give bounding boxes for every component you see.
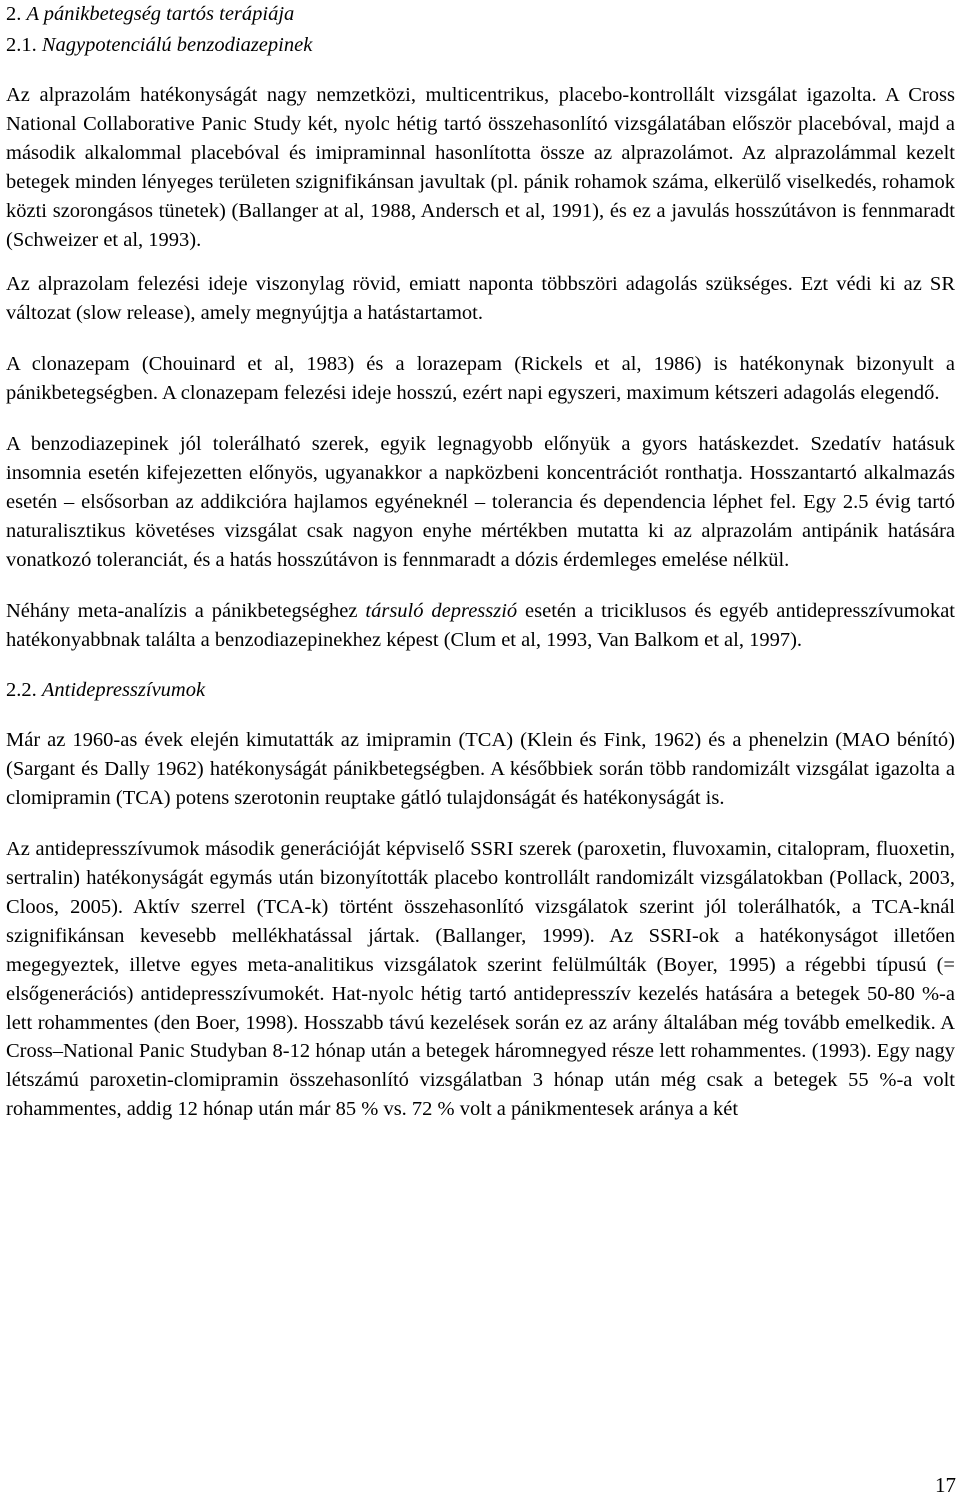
paragraph-clonazepam: A clonazepam (Chouinard et al, 1983) és a lorazepam (Rickels et al, 1986) is hatékonynak bizonyult a pánikbetegségben. A clonazepam felezési ideje hosszú, ezért napi egyszeri, maximum kétszeri adagolás elegendő.: [6, 353, 955, 405]
paragraph-ssri: Az antidepresszívumok második generációját képviselő SSRI szerek (paroxetin, fluvoxamin, citalopram, fluoxetin, sertralin) hatékonyságát egymás után bizonyították placebo kontrollált randomizált vizsgálatokban (Pollack, 2003, Cloos, 2005). Aktív szerrel (TCA-k) történt összehasonlító vizsgálatok szerint jól tolerálhatók, a TCA-knál szignifikánsan kevesebb mellékhatással jártak. (Ballanger, 1999). Az SSRI-ok a hatékonyságot illetően megegyeztek, illetve egyes meta-analitikus vizsgálatok szerint felülmúlták (Boyer, 1995) a régebbi típusú (= elsőgenerációs) antidepresszívumokét. Hat-nyolc hétig tartó antidepresszív kezelés hatására a betegek 50-80 %-a lett rohammentes (den Boer, 1998). Hosszabb távú kezelések során ez az arány általában még tovább emelkedik. A Cross–National Panic Studyban 8-12 hónap után a betegek háromnegyed része lett rohammentes. (1993). Egy nagy létszámú paroxetin-clomipramin összehasonlító vizsgálatban 3 hónap után még csak a betegek 55 %-a volt rohammentes, addig 12 hónap után már 85 % vs. 72 % volt a pánikmentesek aránya a két: [6, 838, 955, 1121]
section-title: Nagypotenciálú benzodiazepinek: [41, 34, 313, 56]
section-title: A pánikbetegség tartós terápiája: [26, 3, 295, 25]
section-heading-2-1: [6, 31, 955, 60]
meta-text-before: Néhány meta-analízis a pánikbetegséghez: [6, 599, 366, 622]
section-heading-2-2: [6, 676, 955, 705]
paragraph-alprazolam-efficacy: Az alprazolám hatékonyságát nagy nemzetközi, multicentrikus, placebo-kontrollált vizsgálat igazolta. A Cross National Collaborative Panic Study két, nyolc hétig tartó összehasonlító vizsgálatában először placebóval, majd a második alkalommal placebóval és imipraminnal hasonlította össze az alprazolámot. Az alprazolámmal kezelt betegek minden lényeges területen szignifikánsan javultak (pl. pánik rohamok száma, elkerülő viselkedés, rohamok közti szorongásos tünetek) (Ballanger at al, 1988, Andersch et al, 1991), és ez a javulás hosszútávon is fennmaradt (Schweizer et al, 1993).: [6, 84, 955, 251]
section-title: Antidepresszívumok: [41, 679, 206, 702]
meta-text-after: esetén a triciklusos és egyéb antidepresszívumokat hatékonyabbnak találta a benzodiazepinekhez képest (Clum et al, 1993, Van Balkom et al, 1997).: [6, 599, 956, 651]
section-number: 2.2.: [6, 679, 37, 702]
paragraph-meta-analysis: [6, 597, 955, 655]
document-page: [6, 0, 955, 1124]
meta-text-italic: társuló depresszió: [365, 599, 518, 622]
paragraph-benzodiazepine-tolerance: A benzodiazepinek jól tolerálható szerek, egyik legnagyobb előnyük a gyors hatáskezdet. Szedatív hatásuk insomnia esetén kifejezetten előnyös, ugyanakkor a napközbeni koncentrációt ronthatja. Hosszantartó alkalmazás esetén – elsősorban az addikcióra hajlamos egyéneknél – tolerancia és dependencia léphet fel. Egy 2.5 évig tartó naturalisztikus követéses vizsgálat csak nagyon enyhe mértékben mutatta ki az alprazolám antipánik hatására vonatkozó toleranciát, és a hatás hosszútávon is fennmaradt a dózis érdemleges emelése nélkül.: [6, 433, 955, 571]
section-heading-2: [6, 0, 955, 29]
section-number: 2.1.: [6, 34, 37, 56]
paragraph-alprazolam-half-life: Az alprazolam felezési ideje viszonylag rövid, emiatt naponta többszöri adagolás szükséges. Ezt védi ki az SR változat (slow release), amely megnyújtja a hatástartamot.: [6, 273, 955, 325]
page-number: 17: [935, 1473, 956, 1497]
paragraph-early-antidepressants: Már az 1960-as évek elején kimutatták az imipramin (TCA) (Klein és Fink, 1962) és a phenelzin (MAO bénító) (Sargant és Dally 1962) hatékonyságát pánikbetegségben. A későbbiek során több randomizált vizsgálat igazolta a clomipramin (TCA) potens szerotonin reuptake gátló tulajdonságát és hatékonyságát is.: [6, 729, 955, 810]
section-number: 2.: [6, 3, 22, 25]
